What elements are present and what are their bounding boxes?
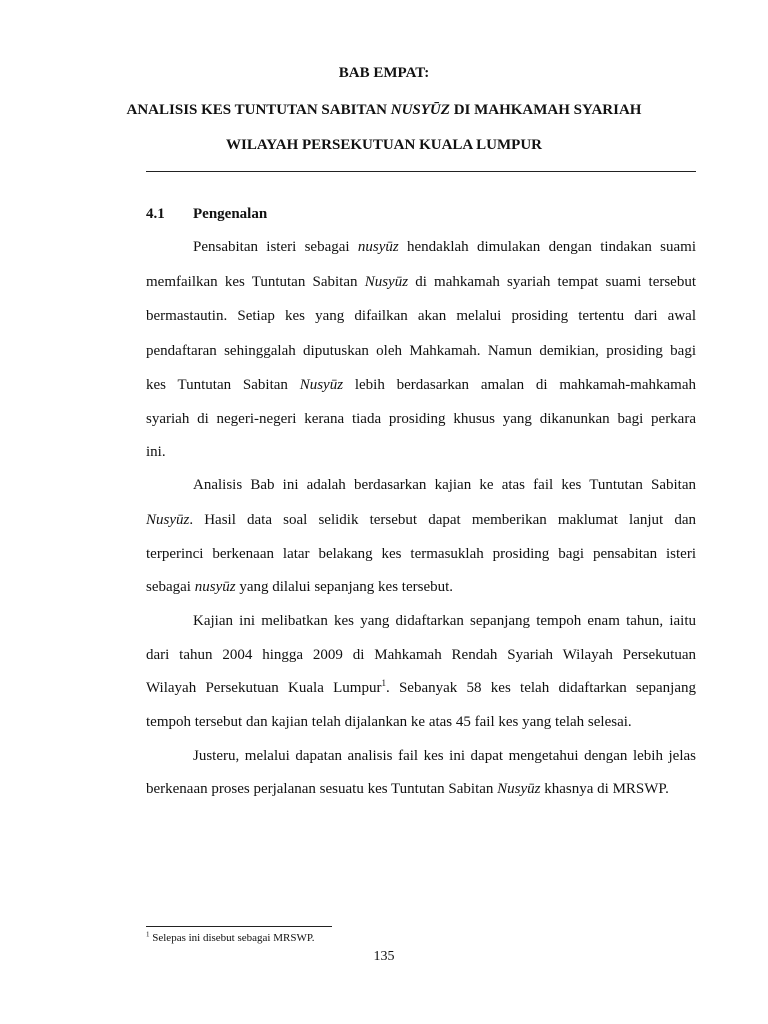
text-run: sebagai (146, 579, 195, 595)
italic-term: Nusyūz (146, 512, 190, 528)
chapter-label: BAB EMPAT: (338, 65, 430, 81)
body-line: ini. (146, 444, 166, 460)
text-run: . Hasil data soal selidik tersebut dapat memberikan maklumat lanjut dan (189, 512, 696, 528)
body-line (193, 238, 696, 256)
body-line: pendaftaran sehinggalah diputuskan oleh Mahkamah. Namun demikian, prosiding bagi (146, 343, 696, 359)
section-title: Pengenalan (193, 206, 268, 222)
italic-term: Nusyūz (364, 274, 409, 290)
body-line: Analisis Bab ini adalah berdasarkan kajian ke atas fail kes Tuntutan Sabitan (193, 477, 696, 493)
section-number: 4.1 (146, 206, 165, 222)
body-line (146, 273, 696, 291)
chapter-title-line-1 (0, 101, 768, 119)
text-run: hendaklah dimulakan dengan tindakan suami (398, 239, 696, 255)
body-line: tempoh tersebut dan kajian telah dijalankan ke atas 45 fail kes yang telah selesai. (146, 714, 632, 730)
italic-term: Nusyūz (299, 377, 344, 393)
italic-term: nusyūz (194, 579, 236, 595)
chapter-title-italic-term: NUSYŪZ (390, 102, 450, 118)
text-run: memfailkan kes Tuntutan Sabitan (146, 274, 365, 290)
body-line (146, 780, 696, 798)
page-number: 135 (373, 949, 395, 964)
text-run: kes Tuntutan Sabitan (146, 377, 300, 393)
body-line: Kajian ini melibatkan kes yang didaftarkan sepanjang tempoh enam tahun, iaitu (193, 613, 696, 629)
text-run: berkenaan proses perjalanan sesuatu kes Tuntutan Sabitan (146, 781, 498, 797)
footnote-divider (146, 926, 332, 927)
italic-term: nusyūz (357, 239, 399, 255)
text-run: khasnya di MRSWP. (540, 781, 669, 797)
body-line: dari tahun 2004 hingga 2009 di Mahkamah Rendah Syariah Wilayah Persekutuan (146, 647, 696, 663)
body-line: syariah di negeri-negeri kerana tiada prosiding khusus yang dikanunkan bagi perkara (146, 411, 696, 427)
text-run: yang dilalui sepanjang kes tersebut. (235, 579, 454, 595)
text-run: di mahkamah syariah tempat suami tersebut (408, 274, 697, 290)
footnote (146, 931, 315, 945)
text-run: Pensabitan isteri sebagai (193, 239, 358, 255)
text-run: . Sebanyak 58 kes telah didaftarkan sepanjang (385, 680, 696, 696)
body-line: terperinci berkenaan latar belakang kes termasuklah prosiding bagi pensabitan isteri (146, 546, 696, 562)
footnote-marker: 1 (146, 930, 150, 939)
body-line: bermastautin. Setiap kes yang difailkan akan melalui prosiding tertentu dari awal (146, 308, 696, 324)
footnote-reference: 1 (381, 678, 386, 688)
body-line (146, 511, 696, 529)
body-line (146, 679, 696, 697)
text-run: Wilayah Persekutuan Kuala Lumpur (146, 680, 382, 696)
italic-term: Nusyūz (497, 781, 541, 797)
footnote-text: Selepas ini disebut sebagai MRSWP. (149, 932, 315, 944)
body-line: Justeru, melalui dapatan analisis fail kes ini dapat mengetahui dengan lebih jelas (193, 748, 696, 764)
body-line (146, 376, 696, 394)
heading-divider (146, 171, 696, 172)
chapter-title-line-2: WILAYAH PERSEKUTUAN KUALA LUMPUR (225, 137, 543, 153)
chapter-title-text: DI MAHKAMAH SYARIAH (449, 102, 642, 118)
body-line (146, 578, 696, 596)
text-run: lebih berdasarkan amalan di mahkamah-mahkamah (343, 377, 696, 393)
chapter-title-text: ANALISIS KES TUNTUTAN SABITAN (126, 102, 391, 118)
